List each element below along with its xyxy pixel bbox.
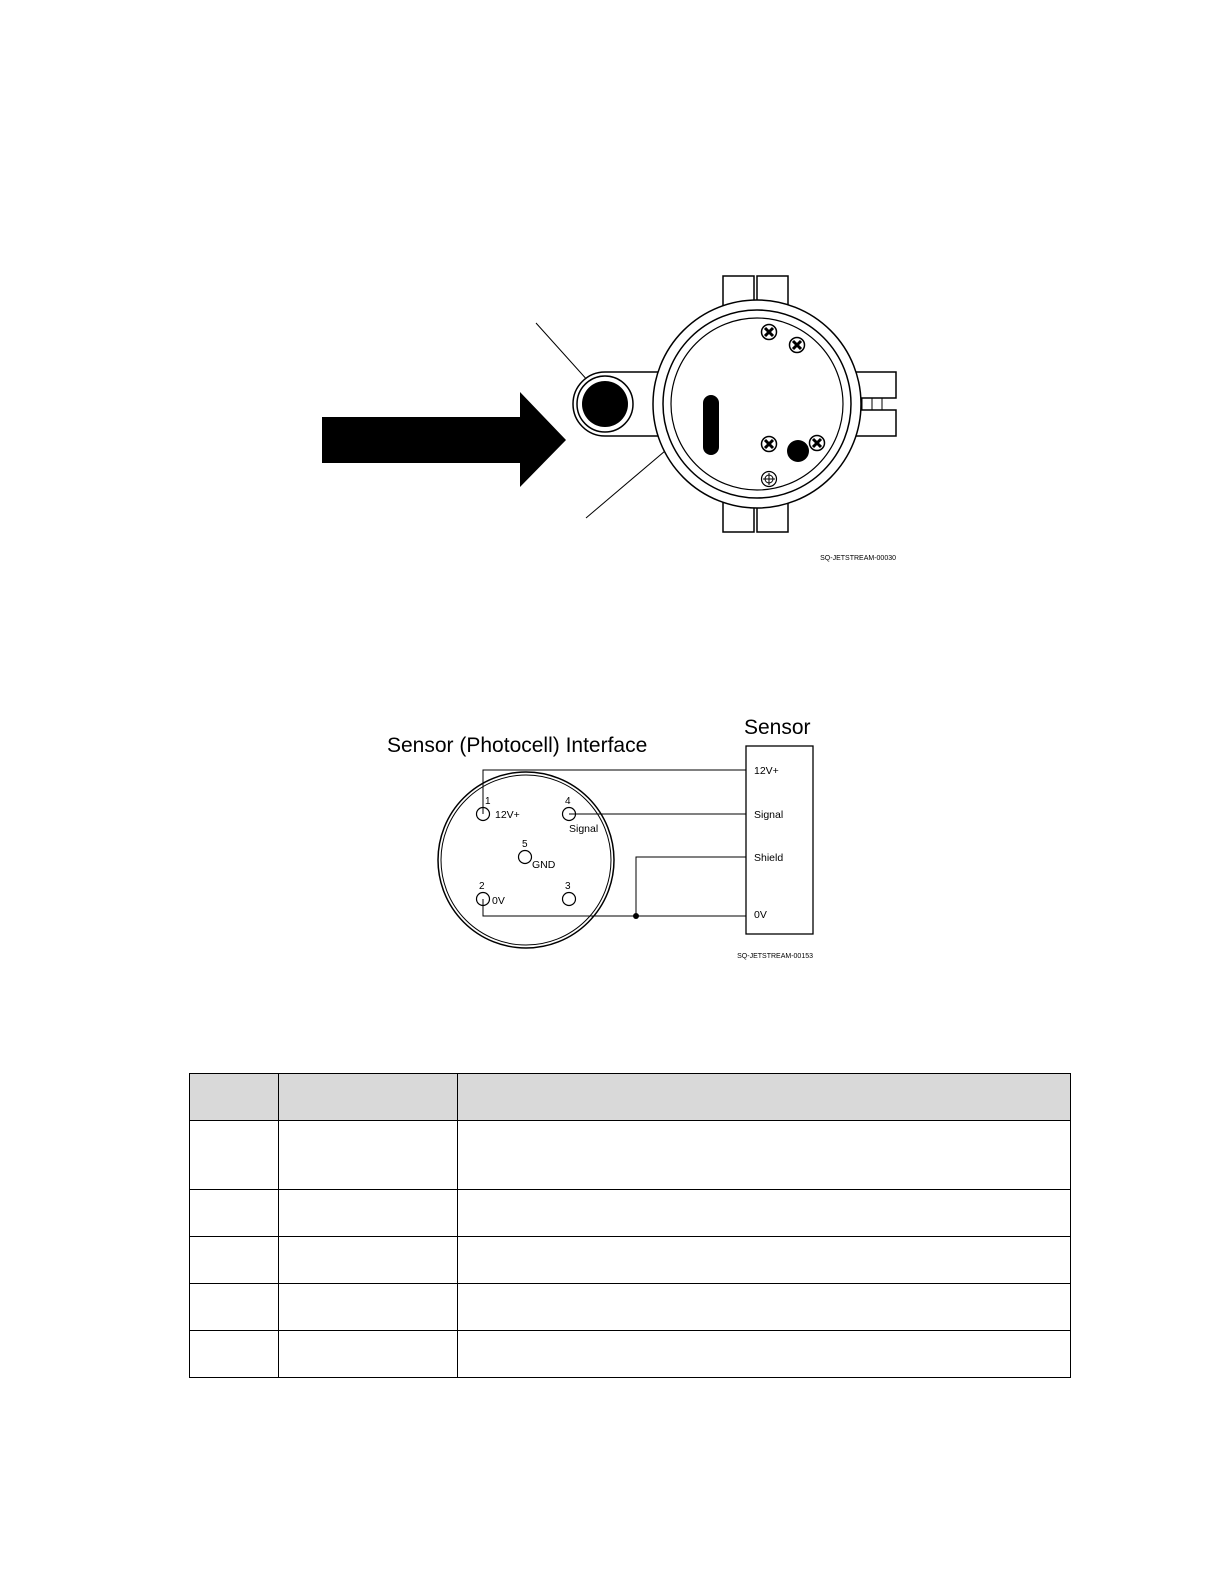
table-row: [190, 1190, 1071, 1237]
terminal-label: Signal: [754, 809, 784, 821]
table-cell: [458, 1331, 1071, 1378]
table-cell: [190, 1284, 279, 1331]
table-header-cell: [458, 1074, 1071, 1121]
table-row: [190, 1331, 1071, 1378]
pin-number: 2: [479, 881, 485, 892]
terminal-label: 0V: [754, 909, 767, 921]
connector-pin-3: [563, 893, 576, 906]
table-header-row: [190, 1074, 1071, 1121]
sensor-title: Sensor: [744, 716, 811, 739]
pin-label: Signal: [569, 823, 599, 835]
connector-pin-5: [519, 851, 532, 864]
pin-label: GND: [532, 859, 556, 871]
table-cell: [458, 1121, 1071, 1190]
pin-number: 3: [565, 881, 571, 892]
pin-number: 4: [565, 796, 571, 807]
table-cell: [458, 1284, 1071, 1331]
table-cell: [279, 1121, 458, 1190]
table-cell: [279, 1331, 458, 1378]
table-cell: [190, 1331, 279, 1378]
drawing-id-2: SQ-JETSTREAM-00153: [737, 953, 813, 960]
junction-dot: [633, 913, 639, 919]
wire-12v: [483, 770, 746, 814]
table-cell: [190, 1190, 279, 1237]
diagram-title: Sensor (Photocell) Interface: [387, 734, 648, 757]
table-cell: [190, 1121, 279, 1190]
wire-shield: [636, 857, 746, 916]
terminal-label: 12V+: [754, 765, 779, 777]
table-row: [190, 1237, 1071, 1284]
table-cell: [190, 1237, 279, 1284]
pin-number: 1: [485, 796, 491, 807]
table-cell: [279, 1190, 458, 1237]
table-row: [190, 1121, 1071, 1190]
table-cell: [279, 1284, 458, 1331]
table-header-cell: [190, 1074, 279, 1121]
table-row: [190, 1284, 1071, 1331]
table-cell: [458, 1190, 1071, 1237]
pin-label: 0V: [492, 895, 505, 907]
table-header-cell: [279, 1074, 458, 1121]
pin-label: 12V+: [495, 809, 520, 821]
wire-0v: [483, 899, 746, 916]
table-cell: [458, 1237, 1071, 1284]
terminal-label: Shield: [754, 852, 784, 864]
table-cell: [279, 1237, 458, 1284]
pin-table: [189, 1073, 1071, 1378]
drawing-id-1: SQ-JETSTREAM-00030: [820, 555, 896, 562]
pin-number: 5: [522, 839, 528, 850]
